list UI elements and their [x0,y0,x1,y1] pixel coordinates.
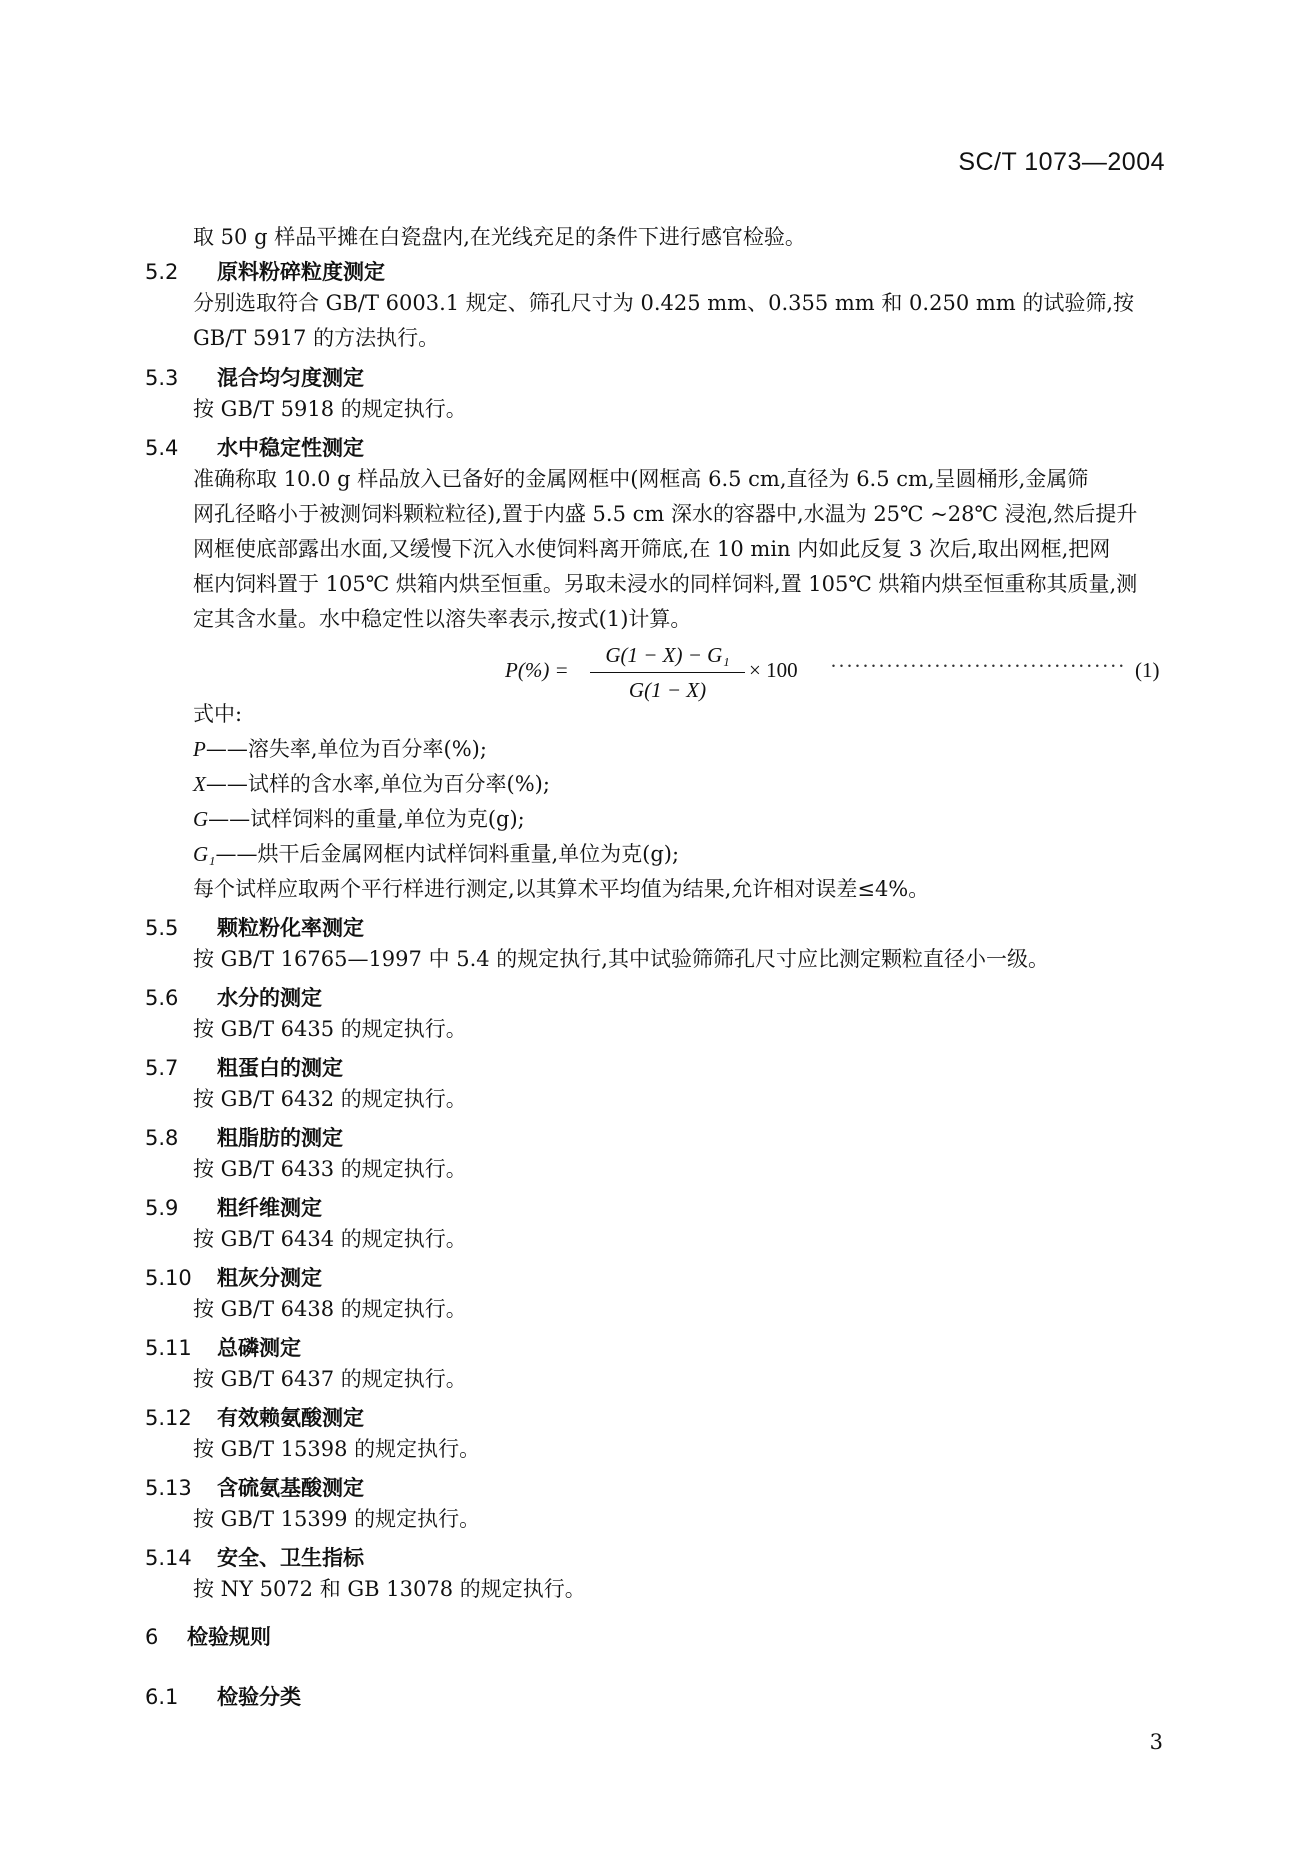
where-label: 式中: [193,702,243,726]
section-5-12-text: 按 GB/T 15398 的规定执行。 [193,1437,481,1461]
section-number: 5.10 [145,1266,192,1290]
section-5-4-heading [145,432,364,462]
section-title: 检验规则 [187,1625,271,1649]
section-title: 水分的测定 [217,986,322,1010]
section-5-14-heading [145,1542,364,1572]
section-5-13-text: 按 GB/T 15399 的规定执行。 [193,1507,481,1531]
section-5-7-text: 按 GB/T 6432 的规定执行。 [193,1087,467,1111]
definition-text: ——试样的含水率,单位为百分率(%); [205,772,550,796]
formula-leader-dots: ····································· [830,654,1126,678]
section-5-9-heading [145,1192,322,1222]
section-title: 原料粉碎粒度测定 [217,260,385,284]
fraction-bar [590,672,745,673]
formula-multiplier: × 100 [749,658,798,682]
formula-numerator: G(1 − X) − G₁ [605,643,730,667]
tolerance-note: 每个试样应取两个平行样进行测定,以其算术平均值为结果,允许相对误差≤4%。 [193,877,930,901]
definition-symbol: G [193,807,209,831]
section-title: 检验分类 [217,1685,301,1709]
section-number: 5.6 [145,986,179,1010]
section-5-2-text-line: GB/T 5917 的方法执行。 [193,326,440,350]
section-5-12-heading [145,1402,364,1432]
section-number: 5.8 [145,1126,179,1150]
section-number: 6.1 [145,1685,179,1709]
section-5-2-text-line: 分别选取符合 GB/T 6003.1 规定、筛孔尺寸为 0.425 mm、0.355 mm 和 0.250 mm 的试验筛,按 [193,291,1135,315]
section-number: 6 [145,1625,159,1649]
section-5-6-text: 按 GB/T 6435 的规定执行。 [193,1017,467,1041]
section-title: 总磷测定 [217,1336,301,1360]
section-5-4-text-line: 网框使底部露出水面,又缓慢下沉入水使饲料离开筛底,在 10 min 内如此反复 3 次后,取出网框,把网 [193,537,1111,561]
formula-denominator: G(1 − X) [628,678,707,702]
section-5-9-text: 按 GB/T 6434 的规定执行。 [193,1227,467,1251]
definition-item [193,802,525,837]
section-5-5-text: 按 GB/T 16765—1997 中 5.4 的规定执行,其中试验筛筛孔尺寸应比测定颗粒直径小一级。 [193,947,1049,971]
section-5-11-heading [145,1332,301,1362]
section-5-14-text: 按 NY 5072 和 GB 13078 的规定执行。 [193,1577,586,1601]
section-5-10-text: 按 GB/T 6438 的规定执行。 [193,1297,467,1321]
section-title: 颗粒粉化率测定 [217,916,364,940]
section-number: 5.9 [145,1196,179,1220]
section-5-3-text: 按 GB/T 5918 的规定执行。 [193,397,467,421]
section-number: 5.3 [145,366,179,390]
definition-item [193,732,487,767]
section-number: 5.14 [145,1546,192,1570]
section-5-6-heading [145,982,322,1012]
section-5-4-text-line: 网孔径略小于被测饲料颗粒粒径),置于内盛 5.5 cm 深水的容器中,水温为 25℃ ~28℃ 浸泡,然后提升 [193,502,1138,526]
formula-1 [505,640,1165,710]
intro-paragraph: 取 50 g 样品平摊在白瓷盘内,在光线充足的条件下进行感官检验。 [193,225,806,249]
section-number: 5.13 [145,1476,192,1500]
section-5-3-heading [145,362,364,392]
section-5-8-heading [145,1122,343,1152]
section-5-7-heading [145,1052,343,1082]
definition-text: ——试样饲料的重量,单位为克(g); [208,807,525,831]
section-5-4-text-line: 准确称取 10.0 g 样品放入已备好的金属网框中(网框高 6.5 cm,直径为 6.5 cm,呈圆桶形,金属筛 [193,467,1089,491]
section-title: 水中稳定性测定 [217,436,364,460]
section-5-8-text: 按 GB/T 6433 的规定执行。 [193,1157,467,1181]
definition-item [193,837,679,872]
section-title: 有效赖氨酸测定 [217,1406,364,1430]
section-5-2-heading [145,256,385,286]
formula-fraction [590,640,745,705]
page-number: 3 [1149,1730,1163,1754]
definition-symbol: P [193,737,206,761]
definition-item [193,767,550,802]
section-5-13-heading [145,1472,364,1502]
section-6-1-heading [145,1681,301,1711]
section-number: 5.7 [145,1056,179,1080]
definition-text: ——烘干后金属网框内试样饲料重量,单位为克(g); [215,842,680,866]
section-number: 5.12 [145,1406,192,1430]
section-title: 含硫氨基酸测定 [217,1476,364,1500]
section-5-11-text: 按 GB/T 6437 的规定执行。 [193,1367,467,1391]
section-5-10-heading [145,1262,322,1292]
section-5-4-text-line: 框内饲料置于 105℃ 烘箱内烘至恒重。另取未浸水的同样饲料,置 105℃ 烘箱内烘至恒重称其质量,测 [193,572,1138,596]
formula-number: (1) [1135,658,1160,682]
section-number: 5.11 [145,1336,192,1360]
section-number: 5.2 [145,260,179,284]
section-number: 5.5 [145,916,179,940]
section-title: 粗灰分测定 [217,1266,322,1290]
section-6-heading [145,1621,271,1651]
section-title: 安全、卫生指标 [217,1546,364,1570]
standard-code: SC/T 1073—2004 [958,148,1165,176]
section-5-4-text-line: 定其含水量。水中稳定性以溶失率表示,按式(1)计算。 [193,607,692,631]
section-5-5-heading [145,912,364,942]
definition-symbol: G₁ [193,842,216,866]
definition-symbol: X [193,772,206,796]
definition-text: ——溶失率,单位为百分率(%); [205,737,487,761]
section-title: 混合均匀度测定 [217,366,364,390]
section-title: 粗脂肪的测定 [217,1126,343,1150]
formula-lhs: P(%) = [505,658,569,682]
section-title: 粗蛋白的测定 [217,1056,343,1080]
section-title: 粗纤维测定 [217,1196,322,1220]
section-number: 5.4 [145,436,179,460]
